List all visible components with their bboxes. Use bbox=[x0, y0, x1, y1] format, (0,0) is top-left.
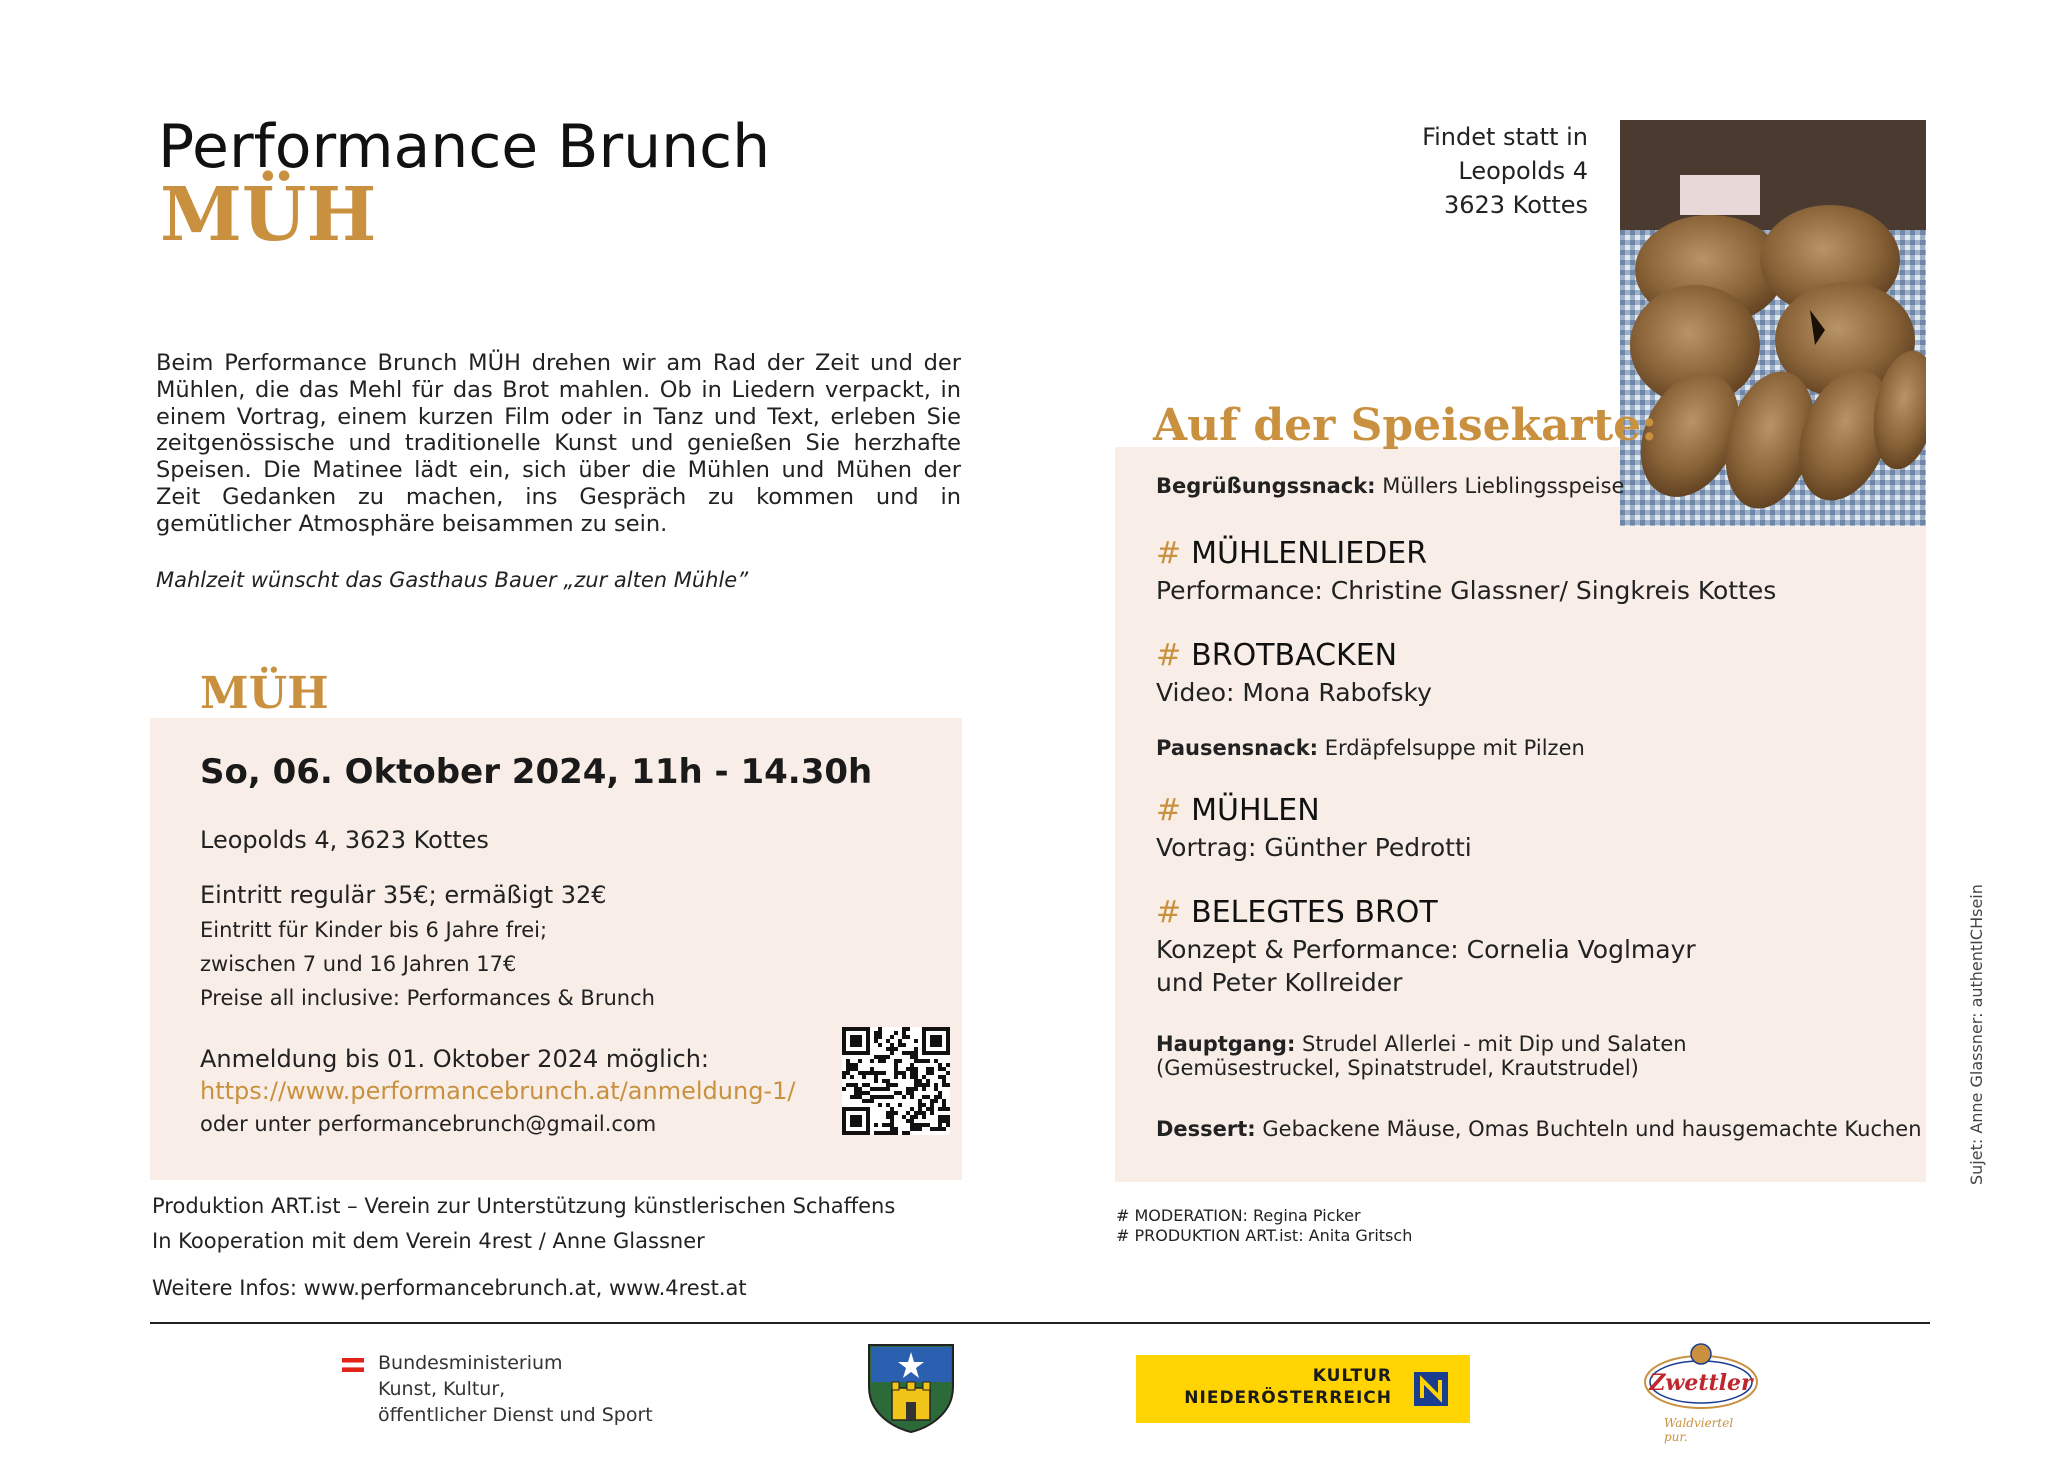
hash-icon: # bbox=[1156, 536, 1182, 571]
photo-credit: Sujet: Anne Glassner: authentICHsein bbox=[1967, 884, 1986, 1185]
menu-item-title-text: BROTBACKEN bbox=[1191, 638, 1398, 673]
zwettler-wordmark: Zwettler bbox=[1649, 1370, 1753, 1396]
menu-welcome bbox=[1156, 474, 1624, 498]
intro-closing: Mahlzeit wünscht das Gasthaus Bauer „zur alten Mühle” bbox=[156, 568, 749, 592]
menu-main-detail: (Gemüsestruckel, Spinatstrudel, Krautstrudel) bbox=[1156, 1056, 1639, 1080]
menu-item-title bbox=[1156, 536, 1427, 571]
menu-main-label: Hauptgang: bbox=[1156, 1032, 1296, 1056]
location-line: 3623 Kottes bbox=[1443, 191, 1588, 219]
zwettler-logo bbox=[1642, 1342, 1760, 1444]
more-info: Weitere Infos: www.performancebrunch.at, www.4rest.at bbox=[152, 1276, 747, 1300]
hash-icon: # bbox=[1156, 895, 1182, 930]
event-address: Leopolds 4, 3623 Kottes bbox=[200, 826, 489, 854]
ministry-line: öffentlicher Dienst und Sport bbox=[378, 1404, 653, 1426]
hash-icon: # bbox=[1156, 638, 1182, 673]
menu-item-title-text: BELEGTES BROT bbox=[1191, 895, 1438, 930]
location-block bbox=[1380, 120, 1588, 222]
page-title-accent: MÜH bbox=[160, 172, 377, 258]
registration-link[interactable]: https://www.performancebrunch.at/anmeldung-1/ bbox=[200, 1077, 796, 1105]
event-inclusive: Preise all inclusive: Performances & Brunch bbox=[200, 986, 655, 1010]
event-heading: MÜH bbox=[200, 668, 329, 719]
menu-item-title bbox=[1156, 793, 1320, 828]
menu-dessert-label: Dessert: bbox=[1156, 1117, 1256, 1141]
austria-flag-icon bbox=[342, 1358, 364, 1372]
location-line: Leopolds 4 bbox=[1458, 157, 1588, 185]
menu-item-sub: Performance: Christine Glassner/ Singkreis Kottes bbox=[1156, 576, 1777, 605]
page-title: Performance Brunch bbox=[158, 112, 771, 182]
ministry-name: Bundesministerium bbox=[378, 1352, 563, 1374]
menu-main bbox=[1156, 1032, 1687, 1080]
footer-divider bbox=[150, 1322, 1930, 1324]
menu-item-title-text: MÜHLEN bbox=[1191, 793, 1320, 828]
intro-text: Beim Performance Brunch MÜH drehen wir am Rad der Zeit und der Mühlen, die das Mehl für das Brot mahlen. Ob in Liedern verpackt, in einem Vortrag, einem kurzen Film oder in Tanz und Text, erleben Sie zeitgenössische und traditionelle Kunst und genießen Sie herzhafte Speisen. Die Matinee lädt ein, sich über die Mühlen und Mühen der Zeit Gedanken zu machen, ins Gespräch zu kommen und in gemütlicher Atmosphäre beisammen zu sein. bbox=[156, 350, 961, 537]
menu-item-sub: Vortrag: Günther Pedrotti bbox=[1156, 833, 1472, 862]
ministry-line: Kunst, Kultur, bbox=[378, 1378, 506, 1400]
kultur-line: KULTUR bbox=[1312, 1366, 1392, 1386]
credits bbox=[1116, 1206, 1412, 1246]
event-kids-free: Eintritt für Kinder bis 6 Jahre frei; bbox=[200, 918, 548, 942]
location-line: Findet statt in bbox=[1422, 123, 1588, 151]
menu-main-value: Strudel Allerlei - mit Dip und Salaten bbox=[1302, 1032, 1687, 1056]
menu-welcome-label: Begrüßungssnack: bbox=[1156, 474, 1376, 498]
production-credit: Produktion ART.ist – Verein zur Unterstützung künstlerischen Schaffens bbox=[152, 1194, 896, 1218]
event-registration: Anmeldung bis 01. Oktober 2024 möglich: bbox=[200, 1045, 710, 1073]
menu-item-sub: und Peter Kollreider bbox=[1156, 968, 1403, 997]
moderation-credit: # MODERATION: Regina Picker bbox=[1116, 1206, 1361, 1225]
menu-item-sub: Konzept & Performance: Cornelia Voglmayr bbox=[1156, 935, 1696, 964]
event-date: So, 06. Oktober 2024, 11h - 14.30h bbox=[200, 752, 873, 792]
qr-code-icon[interactable] bbox=[842, 1027, 950, 1135]
noe-mark-icon bbox=[1414, 1372, 1448, 1406]
menu-dessert bbox=[1156, 1117, 1922, 1141]
menu-break bbox=[1156, 736, 1585, 760]
menu-welcome-value: Müllers Lieblingsspeise bbox=[1382, 474, 1625, 498]
hash-icon: # bbox=[1156, 793, 1182, 828]
kultur-line: NIEDERÖSTERREICH bbox=[1184, 1388, 1392, 1408]
menu-item-title-text: MÜHLENLIEDER bbox=[1191, 536, 1428, 571]
cooperation-credit: In Kooperation mit dem Verein 4rest / Anne Glassner bbox=[152, 1229, 705, 1253]
menu-break-label: Pausensnack: bbox=[1156, 736, 1319, 760]
menu-break-value: Erdäpfelsuppe mit Pilzen bbox=[1324, 736, 1585, 760]
menu-dessert-value: Gebackene Mäuse, Omas Buchteln und hausgemachte Kuchen bbox=[1262, 1117, 1922, 1141]
menu-item-title bbox=[1156, 895, 1438, 930]
produktion-credit: # PRODUKTION ART.ist: Anita Gritsch bbox=[1116, 1226, 1413, 1245]
kottes-crest-icon bbox=[866, 1342, 956, 1434]
kultur-noe-logo bbox=[1136, 1355, 1470, 1423]
menu-item-sub: Video: Mona Rabofsky bbox=[1156, 678, 1432, 707]
bread-photo bbox=[1620, 120, 1926, 526]
event-email: oder unter performancebrunch@gmail.com bbox=[200, 1112, 657, 1136]
zwettler-tagline: Waldviertel pur. bbox=[1664, 1416, 1734, 1444]
event-price: Eintritt regulär 35€; ermäßigt 32€ bbox=[200, 881, 607, 909]
menu-heading: Auf der Speisekarte: bbox=[1153, 400, 1658, 451]
event-kids-price: zwischen 7 und 16 Jahren 17€ bbox=[200, 952, 517, 976]
menu-item-title bbox=[1156, 638, 1397, 673]
